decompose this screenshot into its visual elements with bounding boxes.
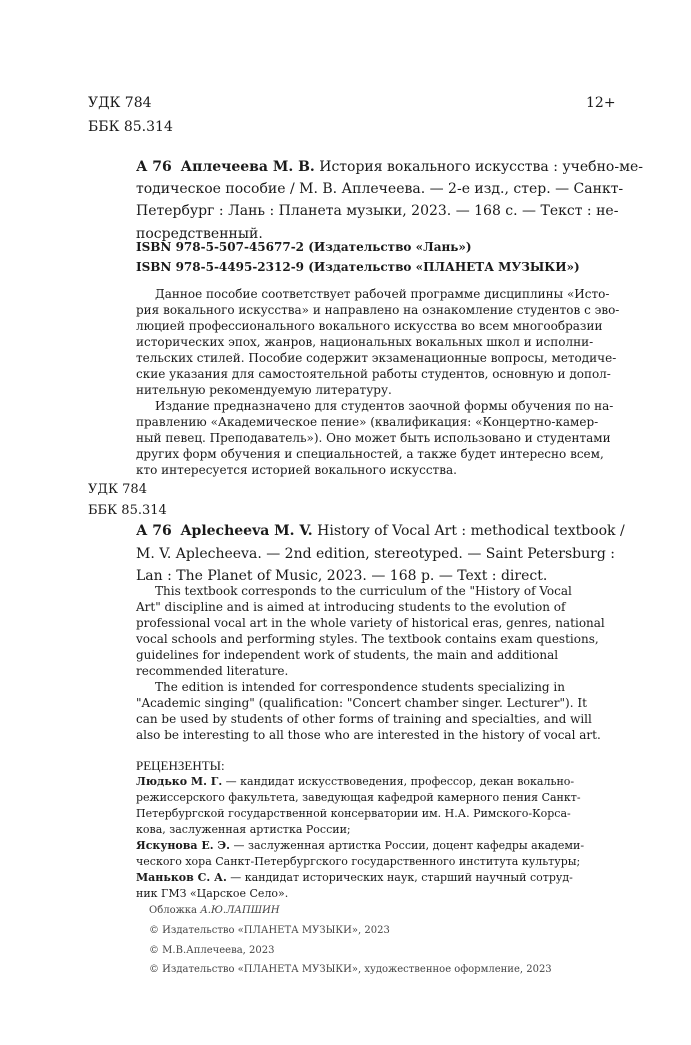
ru-abstract-line-10: ный певец. Преподаватель»). Оно может быть использовано и студентами [136, 431, 611, 445]
ru-abstract-line-4: исторических эпох, жанров, национальных вокальных школ и исполни- [136, 335, 594, 349]
ru-code: А 76 [136, 159, 172, 175]
cover-credit [149, 905, 280, 916]
reviewer-1-line-1: Людько М. Г. — кандидат искусствоведения, профессор, декан вокально- [136, 775, 575, 788]
reviewer-2-name: Яскунова Е. Э. [136, 839, 230, 852]
en-udk-code: УДК 784 [88, 482, 147, 497]
en-code: А 76 [136, 523, 172, 539]
ru-abstract-line-6: ские указания для самостоятельной работы студентов, основную и допол- [136, 367, 611, 381]
en-abstract-line-7: The edition is intended for correspondence students specializing in [155, 680, 565, 694]
ru-abstract-line-2: рия вокального искусства» и направлено на ознакомление студентов с эво- [136, 303, 620, 317]
ru-abstract-line-1: Данное пособие соответствует рабочей программе дисциплины «Исто- [155, 287, 610, 301]
en-abstract-line-9: can be used by students of other forms of training and specialties, and will [136, 712, 592, 726]
isbn-planeta: ISBN 978-5-4495-2312-9 (Издательство «ПЛАНЕТА МУЗЫКИ») [136, 260, 580, 274]
ru-record-line-3: Петербург : Лань : Планета музыки, 2023. — 168 с. — Текст : не- [136, 203, 619, 219]
ru-abstract-line-8: Издание предназначено для студентов заочной формы обучения по на- [155, 399, 614, 413]
ru-record-line-4: посредственный. [136, 226, 263, 242]
en-abstract-line-8: "Academic singing" (qualification: "Concert chamber singer. Lecturer"). It [136, 696, 587, 710]
ru-abstract-line-9: правлению «Академическое пение» (квалификация: «Концертно-камер- [136, 415, 599, 429]
en-abstract-line-6: recommended literature. [136, 664, 289, 678]
ru-abstract-line-3: люцией профессионального вокального искусства во всем многообразии [136, 319, 603, 333]
isbn-lan: ISBN 978-5-507-45677-2 (Издательство «Лань») [136, 240, 472, 254]
age-rating: 12+ [586, 95, 616, 111]
reviewer-1-line-4: кова, заслуженная артистка России; [136, 823, 351, 836]
reviewers-heading: РЕЦЕНЗЕНТЫ: [136, 758, 225, 773]
en-record-line-1 [136, 523, 625, 539]
ru-abstract-line-12: кто интересуется историей вокального искусства. [136, 463, 457, 477]
en-record-line-3: Lan : The Planet of Music, 2023. — 168 p. — Text : direct. [136, 568, 548, 584]
ru-title: История вокального искусства : учебно-ме- [319, 159, 643, 175]
reviewer-1-line-3: Петербургской государственной консерватории им. Н.А. Римского-Корса- [136, 807, 571, 820]
reviewer-2-line-1: Яскунова Е. Э. — заслуженная артистка России, доцент кафедры академи- [136, 839, 585, 852]
copyright-publisher: © Издательство «ПЛАНЕТА МУЗЫКИ», 2023 [149, 925, 390, 936]
reviewer-1-line-2: режиссерского факультета, заведующая кафедрой камерного пения Санкт- [136, 791, 581, 804]
en-abstract-line-10: also be interesting to all those who are interested in the history of vocal art. [136, 728, 601, 742]
reviewer-1-name: Людько М. Г. [136, 775, 223, 788]
en-abstract-line-4: vocal schools and performing styles. The textbook contains exam questions, [136, 632, 599, 646]
reviewer-3-line-2: ник ГМЗ «Царское Село». [136, 887, 289, 900]
ru-abstract-line-7: нительную рекомендуемую литературу. [136, 383, 392, 397]
ru-abstract-line-5: тельских стилей. Пособие содержит экзаменационные вопросы, методиче- [136, 351, 617, 365]
copyright-author: © М.В.Аплечеева, 2023 [149, 945, 275, 956]
cover-artist: А.Ю.ЛАПШИН [200, 905, 280, 916]
ru-author: Аплечеева М. В. [180, 159, 315, 175]
en-title: History of Vocal Art : methodical textbook / [317, 523, 625, 539]
reviewer-2-line-2: ческого хора Санкт-Петербургского государственного института культуры; [136, 855, 581, 868]
bbk-code: ББК 85.314 [88, 119, 173, 135]
en-abstract-line-1: This textbook corresponds to the curriculum of the "History of Vocal [155, 584, 572, 598]
udk-code: УДК 784 [88, 95, 152, 111]
en-abstract-line-3: professional vocal art in the whole variety of historical eras, genres, national [136, 616, 605, 630]
en-record-line-2: M. V. Aplecheeva. — 2nd edition, stereotyped. — Saint Petersburg : [136, 546, 615, 562]
en-bbk-code: ББК 85.314 [88, 503, 167, 518]
en-abstract-line-5: guidelines for independent work of students, the main and additional [136, 648, 559, 662]
reviewer-3-name: Маньков С. А. [136, 871, 227, 884]
ru-record-line-2: тодическое пособие / М. В. Аплечеева. — 2-е изд., стер. — Санкт- [136, 181, 624, 197]
reviewer-3-line-1: Маньков С. А. — кандидат исторических наук, старший научный сотруд- [136, 871, 573, 884]
en-abstract-line-2: Art" discipline and is aimed at introducing students to the evolution of [136, 600, 566, 614]
cover-label: Обложка [149, 905, 198, 916]
ru-abstract-line-11: других форм обучения и специальностей, а также будет интересно всем, [136, 447, 604, 461]
en-author: Aplecheeva M. V. [180, 523, 313, 539]
copyright-design: © Издательство «ПЛАНЕТА МУЗЫКИ», художественное оформление, 2023 [149, 964, 552, 975]
ru-record-line-1 [136, 159, 643, 175]
